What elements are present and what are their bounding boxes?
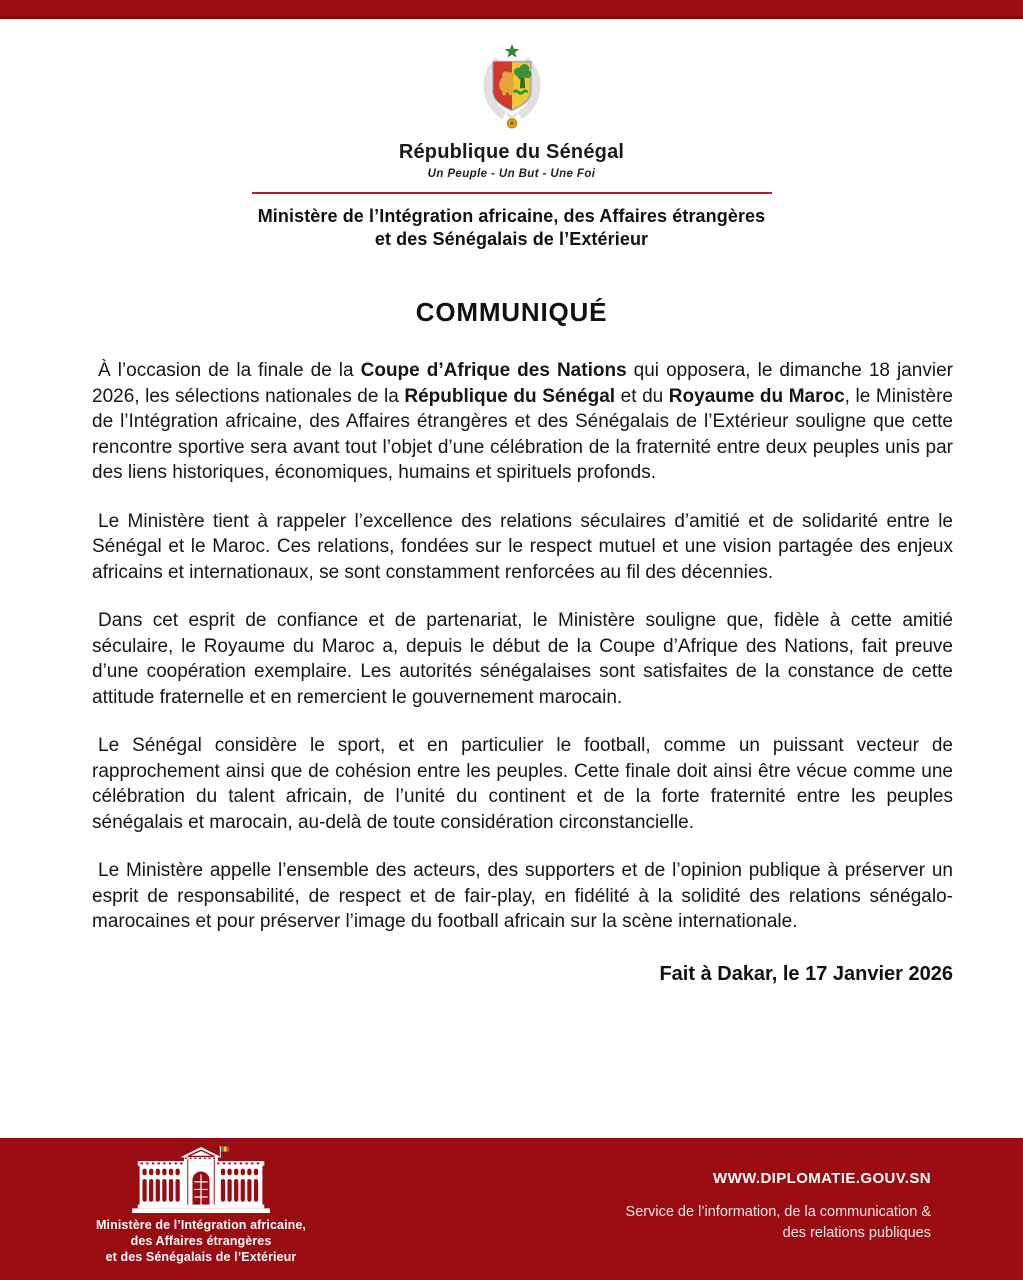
communique-paragraph-3	[92, 608, 953, 710]
footer-ministry-name	[56, 1217, 346, 1265]
ministry-heading	[0, 205, 1023, 251]
paragraph-text: , le Ministère de l’Intégration africaine, des Affaires étrangères et des Sénégalais de l’Extérieur souligne que cette rencontre sportive sera avant tout l’objet d’une célébration de la fraternité entre deux peuples unis par des liens historiques, économiques, humains et spirituels profonds.	[92, 385, 953, 483]
communique-paragraph-5	[92, 858, 953, 935]
ministry-heading-line2: et des Sénégalais de l’Extérieur	[374, 229, 649, 249]
ministry-building-icon	[56, 1146, 346, 1214]
letterhead	[0, 43, 1023, 251]
paragraph-text: Le Sénégal considère le sport, et en particulier le football, comme un puissant vecteur de rapprochement ainsi que de cohésion entre les peuples. Cette finale doit ainsi être vécue comme une célébration du talent africain, de l’unité du continent et de la forte fraternité entre les peuples sénégalais et marocain, au-delà de toute considération circonstancielle.	[92, 735, 953, 833]
communique-title: COMMUNIQUÉ	[415, 297, 608, 327]
website-url: WWW.DIPLOMATIE.GOUV.SN	[713, 1170, 931, 1187]
paragraph-text: Le Ministère appelle l’ensemble des acteurs, des supporters et de l’opinion publique à préserver un esprit de responsabilité, de respect et de fair-play, en fidélité à la solidité des relations sénégalo-marocaines et pour préserver l’image du football africain sur la scène internationale.	[92, 860, 953, 932]
dateline: Fait à Dakar, le 17 Janvier 2026	[659, 962, 953, 985]
senegal-coat-of-arms-icon	[0, 43, 1023, 135]
footer-ministry-line1: Ministère de l’Intégration africaine,	[96, 1218, 306, 1232]
footer-ministry-line3: et des Sénégalais de l’Extérieur	[105, 1250, 297, 1264]
communique-body	[92, 358, 953, 935]
service-caption	[626, 1202, 931, 1244]
paragraph-text: Dans cet esprit de confiance et de partenariat, le Ministère souligne que, fidèle à cette amitié séculaire, le Royaume du Maroc a, depuis le début de la Coupe d’Afrique des Nations, fait preuve d’une coopération exemplaire. Les autorités sénégalaises sont satisfaites de la constance de cette attitude fraternelle et en remercient le gouvernement marocain.	[92, 610, 953, 708]
paragraph-text: Le Ministère tient à rappeler l’excellence des relations séculaires d’amitié et de solidarité entre le Sénégal et le Maroc. Ces relations, fondées sur le respect mutuel et une vision partagée des enjeux africains et internationaux, se sont constamment renforcées au fil des décennies.	[92, 510, 953, 583]
ministry-heading-line1: Ministère de l’Intégration africaine, des Affaires étrangères	[257, 206, 766, 226]
paragraph-bold-text: Coupe d’Afrique des Nations	[360, 360, 627, 381]
footer-contact-block	[626, 1138, 931, 1244]
footer-ministry-line2: des Affaires étrangères	[130, 1234, 272, 1248]
paragraph-text: À l’occasion de la finale de la	[98, 360, 361, 381]
communique-paragraph-4	[92, 733, 953, 835]
paragraph-bold-text: Royaume du Maroc	[668, 385, 845, 407]
red-divider-line	[252, 192, 772, 194]
communique-paragraph-1	[92, 358, 953, 486]
service-line1: Service de l’information, de la communication &	[625, 1204, 931, 1220]
paragraph-text: qui opposera, le dimanche 18 janvier 2026, les sélections nationales de la	[92, 360, 953, 407]
footer-band	[0, 1138, 1023, 1280]
country-name: République du Sénégal	[398, 141, 625, 163]
communique-main	[0, 297, 1023, 986]
footer-ministry-block	[56, 1138, 346, 1265]
paragraph-bold-text: République du Sénégal	[404, 385, 616, 407]
paragraph-text: et du	[615, 385, 669, 407]
communique-paragraph-2	[92, 509, 953, 586]
national-motto: Un Peuple - Un But - Une Foi	[427, 168, 596, 180]
service-line2: des relations publiques	[782, 1225, 931, 1241]
top-red-bar	[0, 0, 1023, 19]
